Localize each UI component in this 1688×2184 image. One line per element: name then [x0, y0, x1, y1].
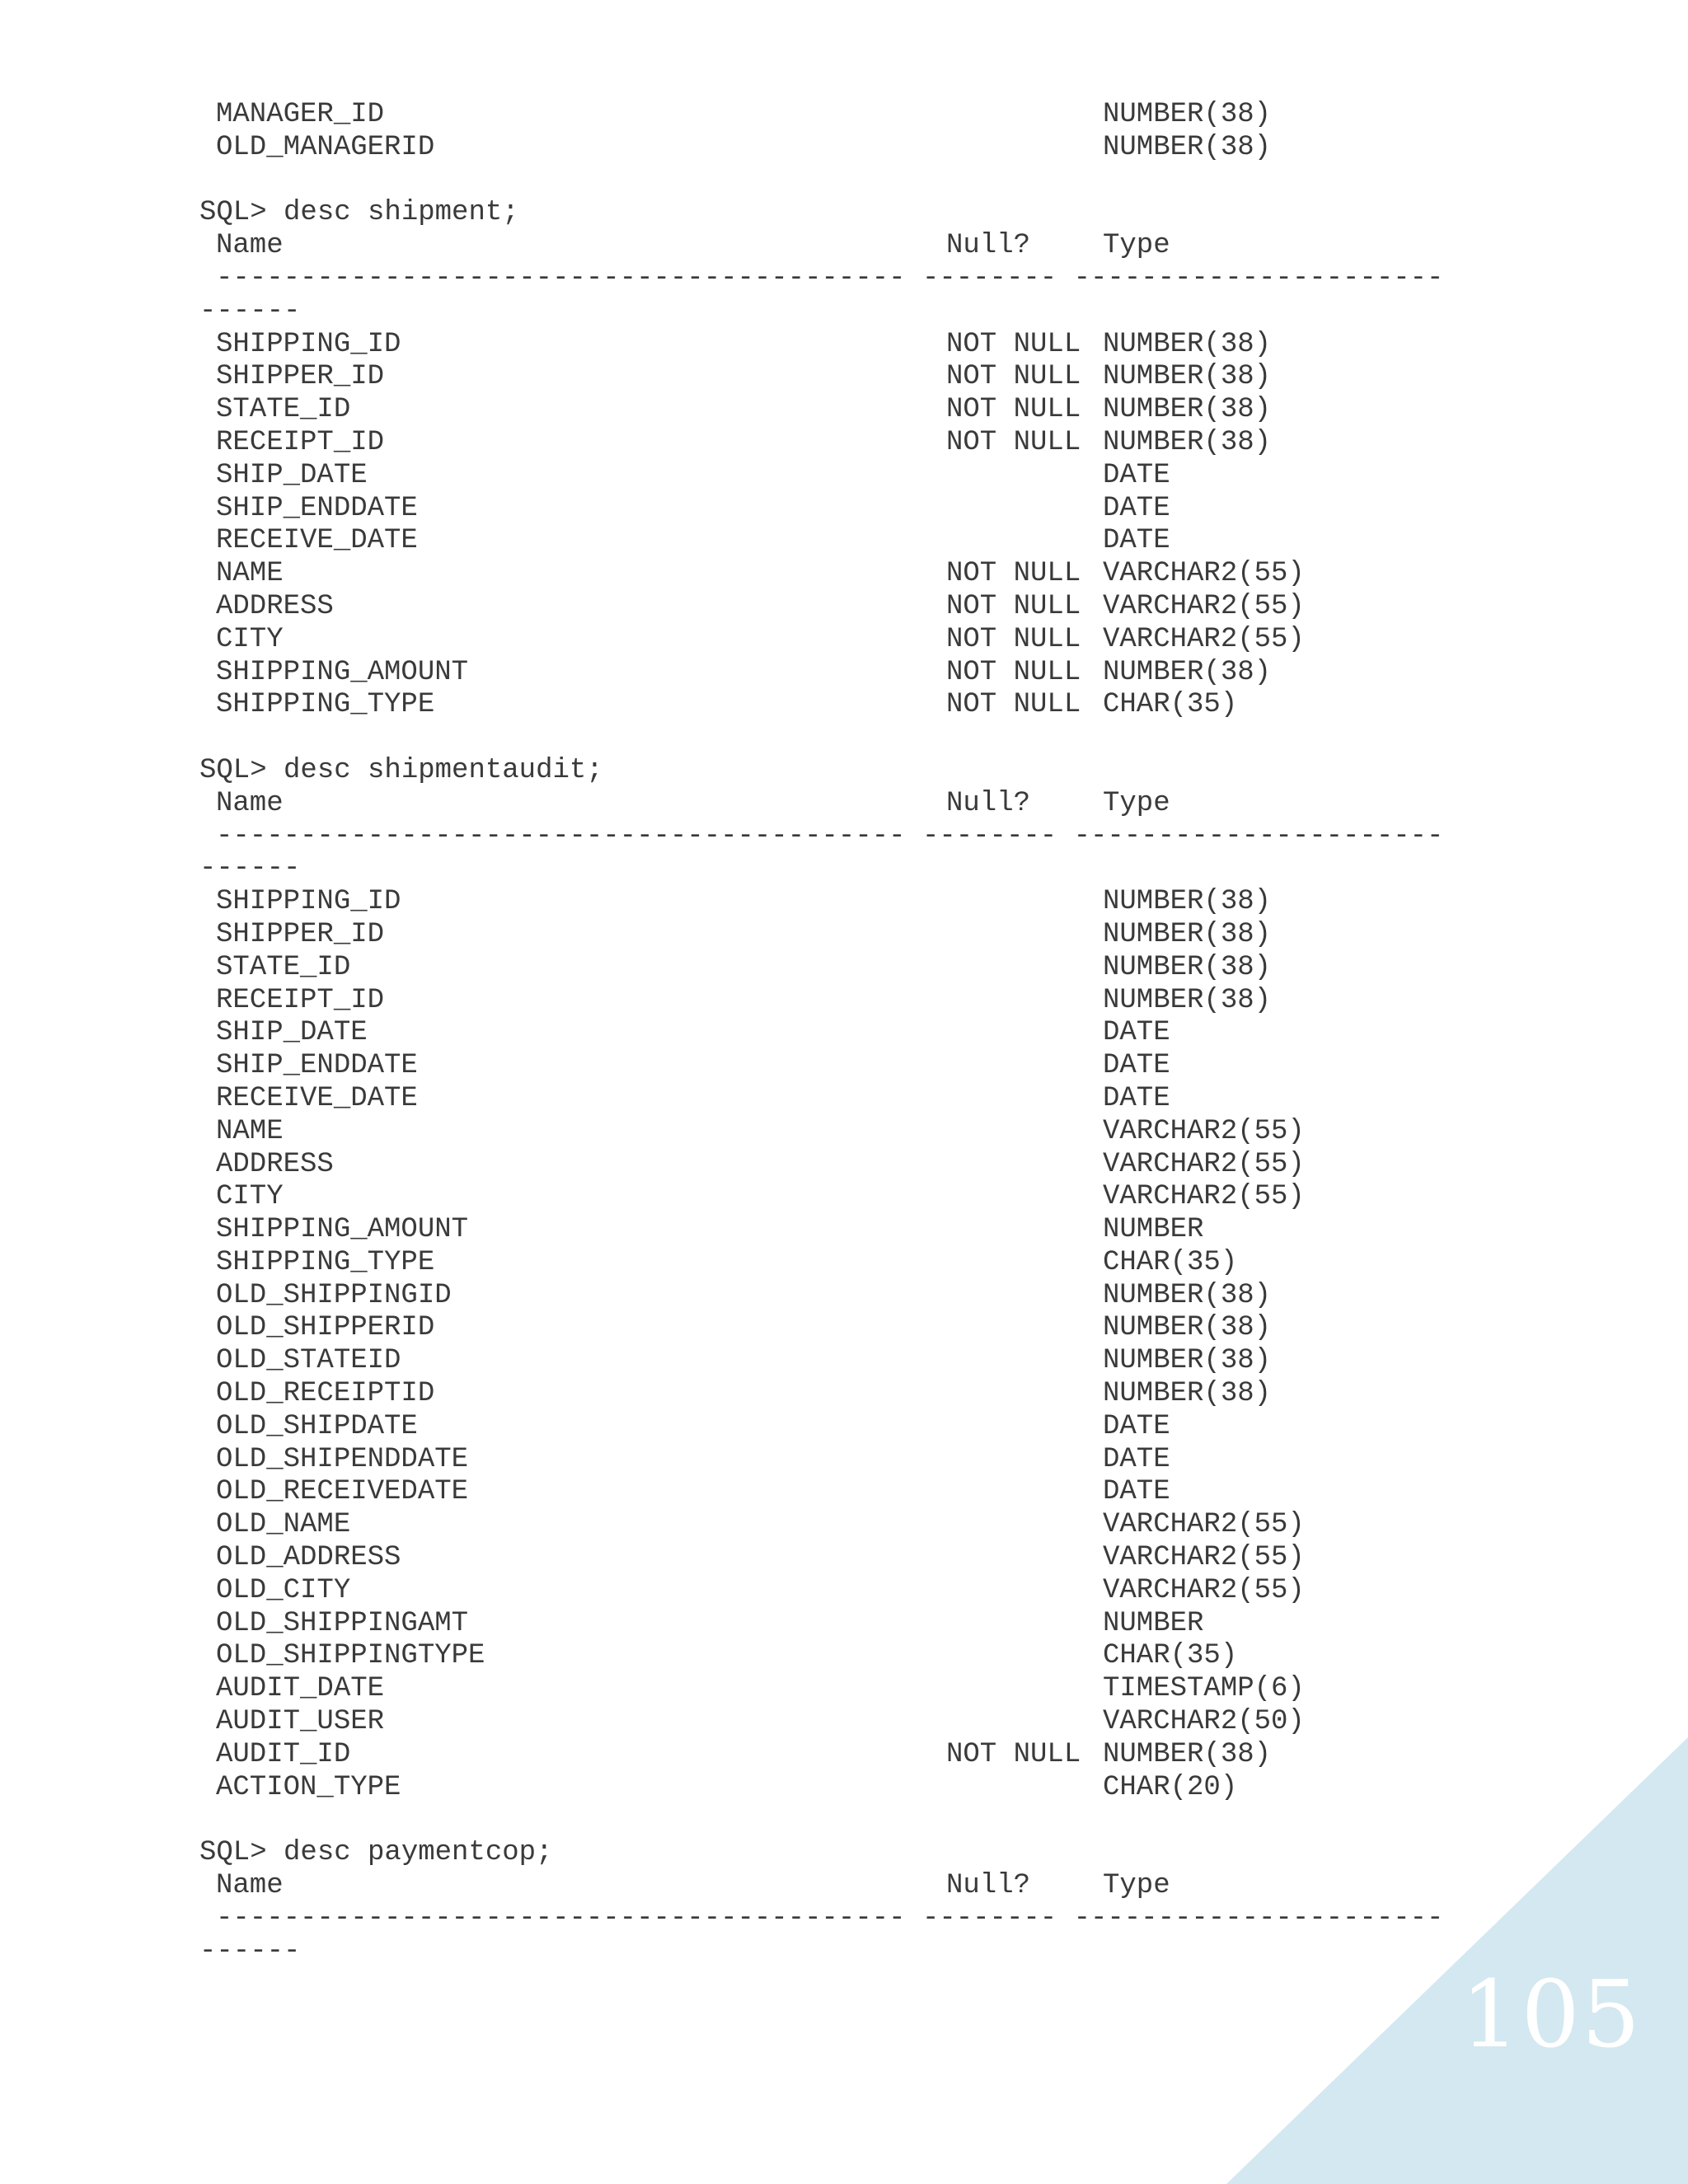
column-name: RECEIPT_ID — [216, 426, 385, 458]
intro-rows — [199, 99, 1443, 165]
table-row — [199, 1411, 1443, 1444]
column-name: SHIPPING_ID — [216, 886, 401, 918]
column-type: CHAR(35) — [1103, 1246, 1238, 1278]
column-name: SHIPPING_TYPE — [216, 689, 435, 721]
header-type: Type — [1103, 787, 1170, 819]
column-name: SHIP_DATE — [216, 459, 368, 491]
column-type: DATE — [1103, 1410, 1170, 1442]
column-type: NUMBER — [1103, 1607, 1204, 1639]
column-name: SHIPPING_AMOUNT — [216, 1214, 469, 1246]
table-row — [199, 99, 1443, 132]
column-name: NAME — [216, 558, 284, 590]
column-name: SHIPPER_ID — [216, 361, 385, 393]
sql-command: SQL> desc paymentcop; — [199, 1837, 553, 1869]
sql-output — [199, 99, 1443, 1968]
column-type: VARCHAR2(55) — [1103, 1509, 1305, 1541]
column-name: OLD_SHIPDATE — [216, 1410, 418, 1442]
blank-line — [199, 722, 1443, 755]
table-row — [199, 1378, 1443, 1411]
column-name: AUDIT_ID — [216, 1738, 351, 1770]
column-name: NAME — [216, 1115, 284, 1147]
table-row — [199, 427, 1443, 460]
column-null: NOT NULL — [946, 394, 1081, 426]
column-name: CITY — [216, 1181, 284, 1213]
header-type: Type — [1103, 1870, 1170, 1902]
table-row — [199, 1706, 1443, 1739]
column-type: NUMBER(38) — [1103, 984, 1272, 1016]
column-name: CITY — [216, 623, 284, 655]
column-name: ADDRESS — [216, 1148, 334, 1180]
column-name: MANAGER_ID — [216, 99, 385, 130]
column-type: DATE — [1103, 1476, 1170, 1508]
column-type: VARCHAR2(55) — [1103, 1115, 1305, 1147]
column-name: OLD_NAME — [216, 1509, 351, 1541]
column-name: AUDIT_USER — [216, 1706, 385, 1738]
column-type: NUMBER(38) — [1103, 131, 1272, 163]
describe-blocks — [199, 165, 1443, 1969]
table-row — [199, 1608, 1443, 1641]
table-row — [199, 624, 1443, 657]
separator-wrap: ------ — [199, 853, 301, 885]
sql-command: SQL> desc shipmentaudit; — [199, 754, 603, 786]
column-type: CHAR(35) — [1103, 689, 1238, 721]
table-row — [199, 1345, 1443, 1378]
separator-line: ----------------------------------------- -------- ---------------------- — [216, 820, 1444, 852]
table-row — [199, 985, 1443, 1018]
table-row — [199, 132, 1443, 165]
table-row — [199, 1739, 1443, 1772]
column-type: VARCHAR2(55) — [1103, 558, 1305, 590]
header-null: Null? — [946, 230, 1031, 262]
column-null: NOT NULL — [946, 426, 1081, 458]
column-name: OLD_SHIPPERID — [216, 1312, 435, 1344]
column-type: VARCHAR2(55) — [1103, 590, 1305, 622]
column-type: NUMBER(38) — [1103, 1312, 1272, 1344]
column-type: TIMESTAMP(6) — [1103, 1673, 1305, 1705]
separator-wrap: ------ — [199, 1935, 301, 1967]
column-name: OLD_SHIPENDDATE — [216, 1443, 469, 1475]
column-type: NUMBER(38) — [1103, 886, 1272, 918]
column-type: CHAR(35) — [1103, 1640, 1238, 1672]
table-row — [199, 1017, 1443, 1050]
sql-command: SQL> desc shipment; — [199, 197, 519, 229]
blank-line — [199, 1804, 1443, 1837]
table-row — [199, 1280, 1443, 1313]
table-row — [199, 361, 1443, 394]
header-name: Name — [216, 1870, 284, 1902]
table-row — [199, 1214, 1443, 1247]
header-null: Null? — [946, 787, 1031, 819]
column-name: SHIP_ENDDATE — [216, 492, 418, 524]
column-null: NOT NULL — [946, 558, 1081, 590]
column-type: NUMBER(38) — [1103, 361, 1272, 393]
separator-line: ----------------------------------------- -------- ---------------------- — [216, 1902, 1444, 1934]
column-null: NOT NULL — [946, 328, 1081, 360]
column-type: NUMBER(38) — [1103, 99, 1272, 130]
table-row — [199, 460, 1443, 493]
column-type: VARCHAR2(55) — [1103, 1574, 1305, 1606]
table-row — [199, 1083, 1443, 1116]
blank-line — [199, 165, 1443, 198]
column-type: VARCHAR2(55) — [1103, 1181, 1305, 1213]
column-name: ACTION_TYPE — [216, 1771, 401, 1803]
table-row — [199, 394, 1443, 427]
column-type: VARCHAR2(55) — [1103, 623, 1305, 655]
column-null: NOT NULL — [946, 656, 1081, 688]
column-name: OLD_ADDRESS — [216, 1542, 401, 1574]
column-type: DATE — [1103, 1017, 1170, 1049]
column-type: DATE — [1103, 1082, 1170, 1114]
table-row — [199, 1247, 1443, 1280]
column-type: NUMBER(38) — [1103, 1738, 1272, 1770]
header-null: Null? — [946, 1870, 1031, 1902]
column-name: RECEIPT_ID — [216, 984, 385, 1016]
column-name: SHIP_ENDDATE — [216, 1050, 418, 1082]
table-header — [199, 788, 1443, 821]
column-name: AUDIT_DATE — [216, 1673, 385, 1705]
column-name: SHIPPER_ID — [216, 918, 385, 950]
column-name: SHIPPING_AMOUNT — [216, 656, 469, 688]
column-name: RECEIVE_DATE — [216, 1082, 418, 1114]
column-type: CHAR(20) — [1103, 1771, 1238, 1803]
column-null: NOT NULL — [946, 361, 1081, 393]
column-type: DATE — [1103, 1443, 1170, 1475]
column-type: NUMBER(38) — [1103, 951, 1272, 983]
header-name: Name — [216, 787, 284, 819]
column-type: NUMBER(38) — [1103, 1378, 1272, 1410]
column-null: NOT NULL — [946, 1738, 1081, 1770]
column-name: OLD_RECEIPTID — [216, 1378, 435, 1410]
table-row — [199, 1509, 1443, 1542]
table-row — [199, 1673, 1443, 1706]
column-type: NUMBER(38) — [1103, 1279, 1272, 1311]
column-name: RECEIVE_DATE — [216, 525, 418, 557]
table-row — [199, 919, 1443, 952]
column-type: NUMBER(38) — [1103, 656, 1272, 688]
table-row — [199, 558, 1443, 591]
table-row — [199, 1575, 1443, 1608]
column-name: OLD_STATEID — [216, 1345, 401, 1377]
header-type: Type — [1103, 230, 1170, 262]
table-row — [199, 525, 1443, 558]
table-row — [199, 1444, 1443, 1477]
header-name: Name — [216, 230, 284, 262]
column-type: NUMBER(38) — [1103, 394, 1272, 426]
column-name: OLD_SHIPPINGTYPE — [216, 1640, 485, 1672]
column-name: STATE_ID — [216, 394, 351, 426]
column-type: NUMBER(38) — [1103, 426, 1272, 458]
column-type: NUMBER — [1103, 1214, 1204, 1246]
table-row — [199, 591, 1443, 624]
column-type: VARCHAR2(55) — [1103, 1148, 1305, 1180]
column-type: VARCHAR2(50) — [1103, 1706, 1305, 1738]
column-name: OLD_RECEIVEDATE — [216, 1476, 469, 1508]
column-type: DATE — [1103, 459, 1170, 491]
column-name: OLD_CITY — [216, 1574, 351, 1606]
column-name: ADDRESS — [216, 590, 334, 622]
table-header — [199, 1870, 1443, 1903]
column-type: NUMBER(38) — [1103, 328, 1272, 360]
table-row — [199, 886, 1443, 919]
column-type: NUMBER(38) — [1103, 1345, 1272, 1377]
table-row — [199, 329, 1443, 362]
column-name: STATE_ID — [216, 951, 351, 983]
table-row — [199, 1640, 1443, 1673]
column-name: SHIP_DATE — [216, 1017, 368, 1049]
column-type: DATE — [1103, 492, 1170, 524]
separator-line: ----------------------------------------- -------- ---------------------- — [216, 262, 1444, 294]
table-row — [199, 1312, 1443, 1345]
table-row — [199, 1149, 1443, 1182]
column-type: VARCHAR2(55) — [1103, 1542, 1305, 1574]
page-number: 105 — [1461, 1961, 1642, 2069]
column-type: NUMBER(38) — [1103, 918, 1272, 950]
table-row — [199, 493, 1443, 526]
column-name: OLD_SHIPPINGID — [216, 1279, 452, 1311]
table-row — [199, 1476, 1443, 1509]
table-row — [199, 1116, 1443, 1149]
column-null: NOT NULL — [946, 590, 1081, 622]
table-row — [199, 1772, 1443, 1805]
column-null: NOT NULL — [946, 623, 1081, 655]
column-name: SHIPPING_TYPE — [216, 1246, 435, 1278]
table-row — [199, 952, 1443, 985]
column-type: DATE — [1103, 1050, 1170, 1082]
table-row — [199, 689, 1443, 722]
column-name: OLD_SHIPPINGAMT — [216, 1607, 469, 1639]
table-row — [199, 1181, 1443, 1214]
column-null: NOT NULL — [946, 689, 1081, 721]
table-header — [199, 230, 1443, 263]
separator-wrap: ------ — [199, 295, 301, 327]
table-row — [199, 657, 1443, 690]
column-type: DATE — [1103, 525, 1170, 557]
table-row — [199, 1542, 1443, 1575]
table-row — [199, 1050, 1443, 1083]
column-name: OLD_MANAGERID — [216, 131, 435, 163]
column-name: SHIPPING_ID — [216, 328, 401, 360]
